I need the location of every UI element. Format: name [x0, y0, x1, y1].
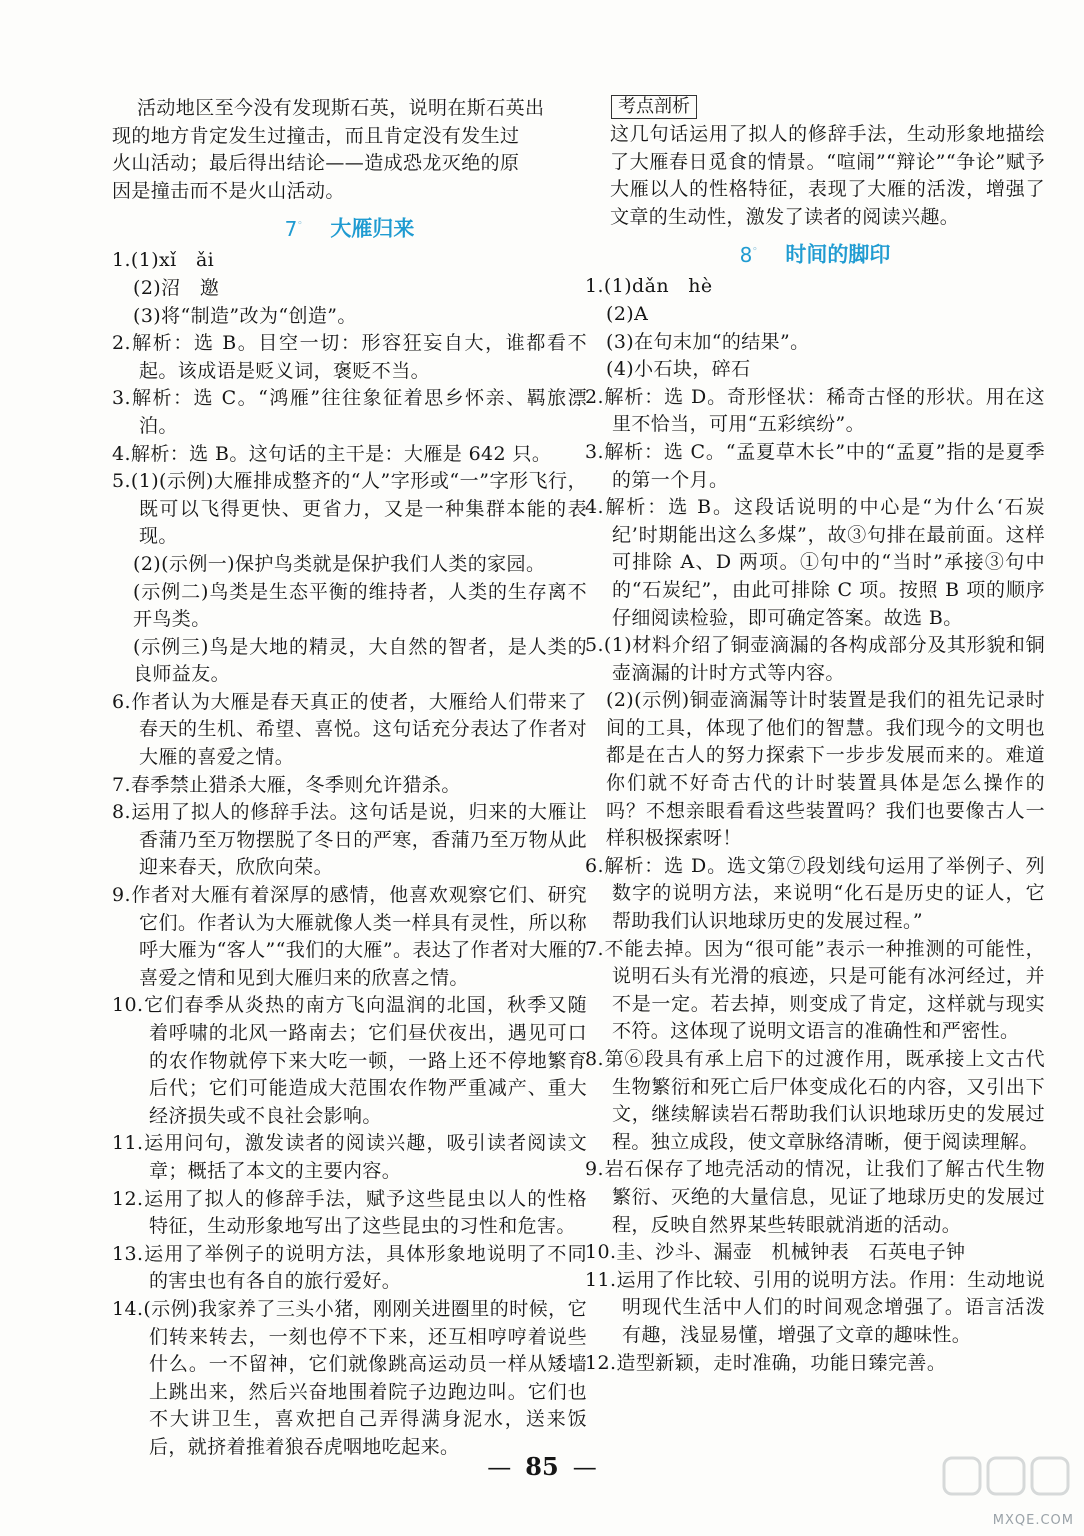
- answer-3: 3.解析：选 C。“孟夏草木长”中的“孟夏”指的是夏季的第一个月。: [585, 440, 1045, 491]
- analysis-label: 考点剖析: [611, 95, 697, 119]
- answer-6: 6.解析：选 D。选文第⑦段划线句运用了举例子、列数字的说明方法，来说明“化石是历史的证人，它帮助我们认识地球历史的发展过程。”: [585, 854, 1045, 933]
- answer-1-2: (2)A: [606, 302, 649, 325]
- answer-5-3: (示例二)鸟类是生态平衡的维持者，人类的生存离不开鸟类。: [133, 580, 587, 631]
- answer-5-2: (2)(示例)铜壶滴漏等计时装置是我们的祖先记录时间的工具，体现了他们的智慧。我们现今的文明也都是在古人的努力探索下一步步发展而来的。难道你们就不好奇古代的计时装置具体是怎么操作的吗？不想亲眼看看这些装置吗？我们也要像古人一样积极探索呀！: [606, 689, 1045, 850]
- section-title: 大雁归来: [330, 217, 415, 242]
- answer-2: 2.解析：选 B。目空一切：形容狂妄自大，谁都看不起。该成语是贬义词，褒贬不当。: [112, 332, 587, 382]
- answer-1-3: (3)在句末加“的结果”。: [606, 330, 810, 353]
- answer-10: 10.圭、沙斗、漏壶 机械钟表 石英电子钟: [585, 1241, 966, 1264]
- answer-11: 11.运用了作比较、引用的说明方法。作用：生动地说明现代生活中人们的时间观念增强了。语言活泼有趣，浅显易懂，增强了文章的趣味性。: [585, 1268, 1045, 1346]
- analysis-box-label: [585, 95, 1045, 121]
- answer-9: 9.岩石保存了地壳活动的情况，让我们了解古代生物繁衍、灭绝的大量信息，见证了地球历史的发展过程，反映自然界某些转眼就消逝的活动。: [585, 1158, 1045, 1236]
- answer-1-2: (2)沼 邀: [133, 276, 220, 299]
- left-column: [112, 95, 587, 1462]
- answer-6: 6.作者认为大雁是春天真正的使者，大雁给人们带来了春天的生机、希望、喜悦。这句话充分表达了作者对大雁的喜爱之情。: [112, 690, 587, 769]
- watermark-text: MXQE.COM: [992, 1513, 1074, 1528]
- section-title: 时间的脚印: [785, 243, 891, 268]
- answer-10: 10.它们春季从炎热的南方飞向温润的北国，秋季又随着呼啸的北风一路南去；它们昼伏夜出，遇见可口的农作物就停下来大吃一顿，一路上还不停地繁育后代；它们可能造成大范围农作物严重减产、重大经济损失或不良社会影响。: [112, 994, 587, 1127]
- answer-14: 14.(示例)我家养了三头小猪，刚刚关进圈里的时候，它们转来转去，一刻也停不下来，还互相哼哼着说些什么。一不留神，它们就像跳高运动员一样从矮墙上跳出来，然后兴奋地围着院子边跑边叫。它们也不大讲卫生，喜欢把自己弄得满身泥水，送来饭后，就挤着推着狼吞虎咽地吃起来。: [112, 1297, 587, 1458]
- answer-3: 3.解析：选 C。“鸿雁”往往象征着思乡怀亲、羁旅漂泊。: [112, 387, 587, 437]
- intro-line: 火山活动；最后得出结论——造成恐龙灭绝的原: [112, 152, 520, 175]
- answer-9: 9.作者对大雁有着深厚的感情，他喜欢观察它们、研究它们。作者认为大雁就像人类一样具有灵性，所以称呼大雁为“客人”“我们的大雁”。表达了作者对大雁的喜爱之情和见到大雁归来的欣喜之情。: [112, 884, 587, 989]
- answer-5-2: (2)(示例一)保护鸟类就是保护我们人类的家园。: [133, 552, 546, 575]
- answer-12: 12.运用了拟人的修辞手法，赋予这些昆虫以人的性格特征，生动形象地写出了这些昆虫的习性和危害。: [112, 1187, 587, 1238]
- section-number: 8°: [739, 243, 758, 268]
- intro-line: 因是撞击而不是火山活动。: [112, 179, 345, 202]
- answer-5-4: (示例三)鸟是大地的精灵，大自然的智者，是人类的良师益友。: [133, 635, 587, 686]
- answer-7: 7.春季禁止猎杀大雁，冬季则允许猎杀。: [112, 773, 461, 796]
- intro-line: 活动地区至今没有发现斯石英，说明在斯石英出: [137, 97, 545, 119]
- answer-1-1: 1.(1)dǎn hè: [585, 275, 713, 298]
- answer-4: 4.解析：选 B。这段话说明的中心是“为什么‘石炭纪’时期能出这么多煤”，故③句排在最前面。这样可排除 A、D 两项。①句中的“当时”承接③句中的“石炭纪”，由此可排除 C 项。按照 B 项的顺序仔细阅读检验，即可确定答案。故选 B。: [585, 496, 1045, 629]
- answer-2: 2.解析：选 D。奇形怪状：稀奇古怪的形状。用在这里不恰当，可用“五彩缤纷”。: [585, 385, 1045, 436]
- answer-8: 8.运用了拟人的修辞手法。这句话是说，归来的大雁让香蒲乃至万物摆脱了冬日的严寒，香蒲乃至万物从此迎来春天，欣欣向荣。: [112, 801, 587, 879]
- answer-1-4: (4)小石块，碎石: [606, 358, 751, 381]
- section-heading-8: [585, 233, 1045, 271]
- answer-5-1: 5.(1)材料介绍了铜壶滴漏的各构成部分及其形貌和铜壶滴漏的计时方式等内容。: [585, 634, 1045, 684]
- right-column: [585, 95, 1045, 1377]
- page-number: — 85 —: [487, 1452, 597, 1481]
- answer-12: 12.造型新颖，走时准确，功能日臻完善。: [585, 1351, 947, 1374]
- answer-1-1: 1.(1)xǐ ǎi: [112, 249, 215, 272]
- answer-11: 11.运用问句，激发读者的阅读兴趣，吸引读者阅读文章；概括了本文的主要内容。: [112, 1132, 587, 1182]
- analysis-text: 这几句话运用了拟人的修辞手法，生动形象地描绘了大雁春日觅食的情景。“喧闹”“辩论”“争论”赋予大雁以人的性格特征，表现了大雁的活泼，增强了文章的生动性，激发了读者的阅读兴趣。: [610, 123, 1045, 228]
- answer-1-3: (3)将“制造”改为“创造”。: [133, 304, 357, 327]
- answer-5-1: 5.(1)(示例)大雁排成整齐的“人”字形或“一”字形飞行，既可以飞得更快、更省力，又是一种集群本能的表现。: [112, 470, 587, 548]
- answer-8: 8.第⑥段具有承上启下的过渡作用，既承接上文古代生物繁衍和死亡后尸体变成化石的内容，又引出下文，继续解读岩石帮助我们认识地球历史的发展过程。独立成段，使文章脉络清晰，便于阅读理解。: [585, 1048, 1045, 1153]
- section-number: 7°: [284, 217, 303, 242]
- answer-7: 7.不能去掉。因为“很可能”表示一种推测的可能性，说明石头有光滑的痕迹，只是可能有冰河经过，并不是一定。若去掉，则变成了肯定，这样就与现实不符。这体现了说明文语言的准确性和严密性。: [585, 937, 1045, 1043]
- section-heading-7: [112, 207, 587, 245]
- answer-13: 13.运用了举例子的说明方法，具体形象地说明了不同的害虫也有各自的旅行爱好。: [112, 1242, 587, 1293]
- answer-4: 4.解析：选 B。这句话的主干是：大雁是 642 只。: [112, 442, 552, 465]
- intro-line: 现的地方肯定发生过撞击，而且肯定没有发生过: [112, 124, 520, 147]
